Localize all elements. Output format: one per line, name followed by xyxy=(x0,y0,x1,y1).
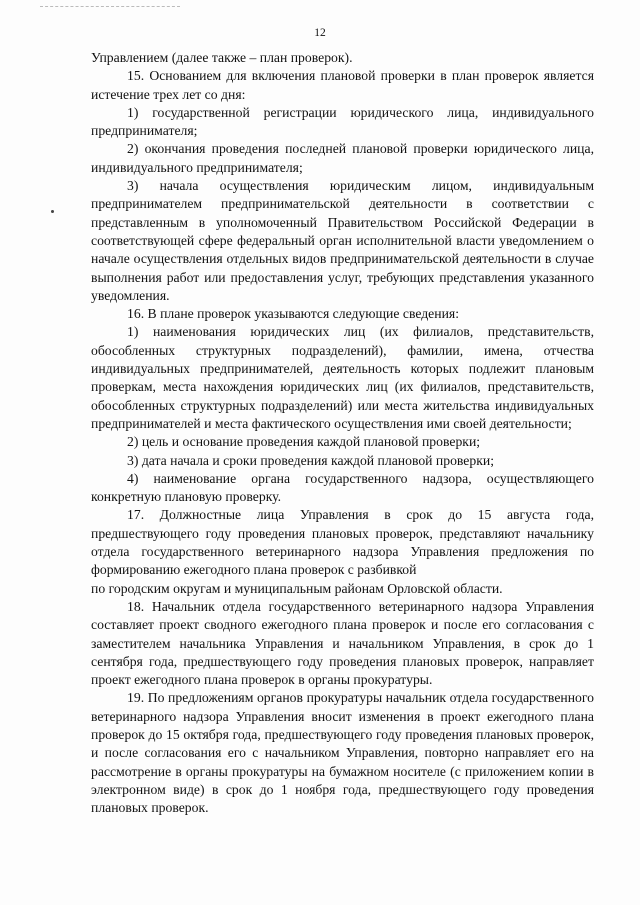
paragraph-clause-16: 16. В плане проверок указываются следующие сведения: xyxy=(127,306,460,322)
paragraph-clause-17: 17. Должностные лица Управления в срок до 15 августа года, предшествующего году проведения плановых проверок, представляют начальнику отдела государственного ветеринарного надзора Управления предложения по формированию ежегодного плана проверок с разбивкой xyxy=(91,507,594,578)
scan-artifact-dot xyxy=(51,210,54,213)
paragraph-clause-16-item-4: 4) наименование органа государственного надзора, осуществляющего конкретную плановую проверку. xyxy=(91,470,594,505)
paragraph-clause-15: 15. Основанием для включения плановой проверки в план проверок является истечение трех лет со дня: xyxy=(91,68,594,102)
document-body xyxy=(91,49,594,817)
paragraph-clause-19: 19. По предложениям органов прокуратуры начальник отдела государственного ветеринарного надзора Управления вносит изменения в проект ежегодного плана проверок до 15 октября года, предшествующего году проведения плановых проверок, и после согласования его с начальником Управления, повторно направляет его на рассмотрение в органы прокуратуры на бумажном носителе (с приложением копии в электронном виде) в срок до 1 ноября года, предшествующего году проведения плановых проверок. xyxy=(91,690,594,816)
paragraph-clause-15-item-2: 2) окончания проведения последней плановой проверки юридического лица, индивидуального предпринимателя; xyxy=(91,141,594,175)
scan-artifact-line xyxy=(40,6,180,9)
paragraph-clause-15-item-3: 3) начала осуществления юридическим лицом, индивидуальным предпринимателем предпринимательской деятельности в соответствии с представленным в уполномоченный Правительством Российской Федерации в соответствующей сфере федеральный орган исполнительной власти уведомлением о начале осуществления отдельных видов предпринимательской деятельности в случае выполнения работ или предоставления услуг, требующих представления указанного уведомления. xyxy=(91,178,594,303)
paragraph-clause-16-item-1: 1) наименования юридических лиц (их филиалов, представительств, обособленных структурных подразделений), фамилии, имена, отчества индивидуальных предпринимателей, деятельность которых подлежит плановым проверкам, места нахождения юридических лиц (их филиалов, представительств, обособленных структурных подразделений) или места жительства индивидуальных предпринимателей и места фактического осуществления ими своей деятельности; xyxy=(91,324,594,431)
paragraph-clause-17-continuation: по городским округам и муниципальным районам Орловской области. xyxy=(91,580,503,596)
paragraph-continuation: Управлением (далее также – план проверок). xyxy=(91,50,353,65)
paragraph-clause-16-item-3: 3) дата начала и сроки проведения каждой плановой проверки; xyxy=(127,452,494,468)
paragraph-clause-15-item-1: 1) государственной регистрации юридического лица, индивидуального предпринимателя; xyxy=(91,104,594,139)
paragraph-clause-18: 18. Начальник отдела государственного ветеринарного надзора Управления составляет проект сводного ежегодного плана проверок и после его согласования с заместителем начальника Управления и начальником Управления, в срок до 1 сентября года, предшествующего году проведения плановых проверок, направляет проект ежегодного плана проверок в органы прокуратуры. xyxy=(91,598,594,688)
page-number: 12 xyxy=(314,27,326,39)
paragraph-clause-16-item-2: 2) цель и основание проведения каждой плановой проверки; xyxy=(127,434,481,450)
